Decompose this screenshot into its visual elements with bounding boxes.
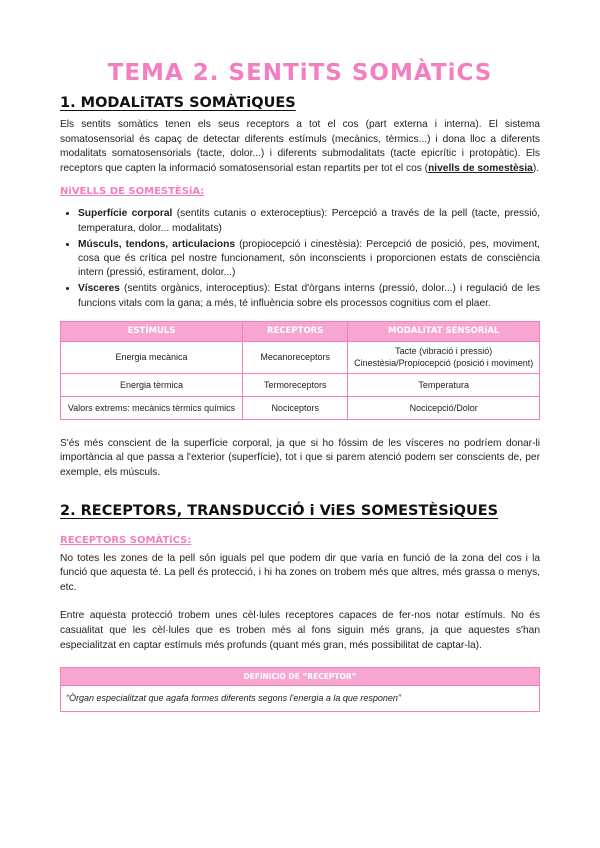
table-cell: Nociceptors — [243, 396, 348, 419]
definition-header: DEFiNiCiÓ DE “RECEPTOR” — [61, 668, 539, 685]
intro-text: Els sentits somàtics tenen els seus receptors a tot el cos (part externa i interna). El sistema somatosensorial és capaç de detectar diferents estímuls (mecànics, tèrmics...) i dona lloc a diferents modalitats somatosensorials (tacte, dolor...) i diferents submodalitats (tacte epicrític i protopàtic). Els receptors que capten la informació somatosensorial estan repartits per tot el cos ( — [60, 119, 540, 174]
bullet-text: (sentits cutanis o exteroceptius): Percepció a través de la pell (tacte, pressió, temperatura, dolor... modalitats) — [78, 208, 540, 234]
table-header-row — [61, 321, 540, 341]
cell-line: Tacte (vibració i pressió) — [395, 346, 493, 357]
intro-end: ). — [532, 162, 540, 174]
table-header: MODALiTAT SENSORiAL — [348, 321, 540, 341]
table-header: ESTÍMULS — [61, 321, 243, 341]
bullet-text: (propiocepció i cinestèsia): Percepció de posició, pes, moviment, cosa que és crítica pel nostre funcionament, són inconscients i proporcionen estats de consciència intern (pressió, estirament, dolor...) — [78, 238, 540, 279]
section-2-heading: 2. RECEPTORS, TRANSDUCCiÓ i ViES SOMESTÈSiQUES — [60, 502, 499, 519]
section-2-para-2: Entre aquesta protecció trobem unes cèl·lules receptores capaces de fer-nos notar estímuls. No és casualitat que les cèl·lules que es troben més al fons siguin més grans, ja que aquestes s'han especialitzat en captar estímuls més profunds (quant més gran, més possibilitat de captar-la). — [60, 610, 540, 651]
cell-line: Cinestèsia/Propiocepció (posició i moviment) — [354, 358, 534, 369]
definition-body: “Òrgan especialitzat que agafa formes diferents segons l'energia a la que responen” — [61, 685, 539, 711]
receptors-subheading: RECEPTORS SOMÀTiCS: — [60, 534, 192, 546]
page-title: TEMA 2. SENTiTS SOMÀTiCS — [107, 60, 493, 86]
table-cell: Energia tèrmica — [61, 373, 243, 396]
table-cell: Valors extrems: mecànics tèrmics químics — [61, 396, 243, 419]
table-cell: Temperatura — [348, 373, 540, 396]
table-header: RECEPTORS — [243, 321, 348, 341]
table-cell: Nocicepció/Dolor — [348, 396, 540, 419]
table-cell — [348, 341, 540, 373]
section-1-intro — [60, 118, 540, 176]
list-item — [78, 282, 540, 310]
section-2-para-1: No totes les zones de la pell són iguals pel que podem dir que varia en funció de la zona del cos i la funció que aquesta té. La pell és protecció, i hi ha zones on trobem més que altres, més grassa o menys, etc. — [60, 552, 540, 593]
table-cell: Termoreceptors — [243, 373, 348, 396]
list-item — [78, 238, 540, 281]
table-cell: Mecanoreceptors — [243, 341, 348, 373]
section-1-outro: S'és més conscient de la superfície corporal, ja que si ho fóssim de les vísceres no podríem donar-li importància al que passa a l'exterior (superfície), tot i que si parem atenció podem ser conscients de, per exemple, els músculs. — [60, 437, 540, 478]
intro-bold-term: nivells de somestèsia — [428, 162, 533, 174]
levels-list — [60, 207, 540, 310]
table-row — [61, 341, 540, 373]
bullet-term: Vísceres — [78, 283, 120, 295]
section-1-heading: 1. MODALiTATS SOMÀTiQUES — [60, 95, 296, 111]
bullet-term: Superfície corporal — [78, 208, 173, 220]
table-cell: Energia mecànica — [61, 341, 243, 373]
levels-subheading: NiVELLS DE SOMESTÈSiA: — [60, 186, 205, 198]
table-row — [61, 373, 540, 396]
stimulus-table — [60, 321, 540, 420]
list-item — [78, 207, 540, 235]
table-row — [61, 396, 540, 419]
definition-box — [60, 667, 540, 712]
bullet-term: Músculs, tendons, articulacions — [78, 238, 236, 250]
bullet-text: (sentits orgànics, interoceptius): Estat d'òrgans interns (pressió, dolor...) i regulació de les funcions vitals com la gana; a més, té influència sobre els processos cognitius com el plaer. — [78, 283, 540, 309]
